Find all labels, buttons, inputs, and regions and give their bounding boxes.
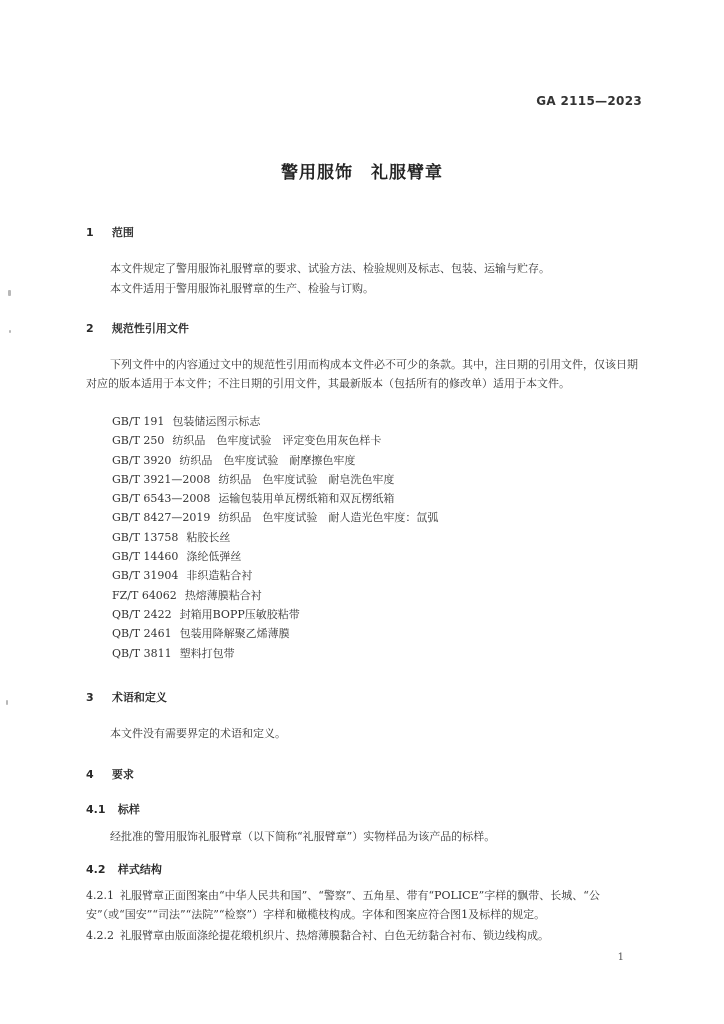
paragraph: 本文件没有需要界定的术语和定义。 xyxy=(110,727,286,740)
reference-code: GB/T 6543—2008 xyxy=(112,492,211,506)
reference-item xyxy=(112,566,438,585)
reference-item xyxy=(112,431,438,450)
reference-item xyxy=(112,605,438,624)
reference-title: 纺织品 色牢度试验 评定变色用灰色样卡 xyxy=(172,434,382,448)
reference-title: 涤纶低弹丝 xyxy=(186,550,242,564)
reference-title: 纺织品 色牢度试验 耐摩擦色牢度 xyxy=(179,453,356,467)
paragraph: 经批准的警用服饰礼服臂章（以下简称“礼服臂章”）实物样品为该产品的标样。 xyxy=(110,830,496,843)
section-number: 3 xyxy=(86,691,94,704)
scan-speck xyxy=(9,330,11,333)
clause-4-2-2 xyxy=(86,926,638,945)
clause-number: 4.2.1 xyxy=(86,889,114,902)
reference-code: QB/T 2422 xyxy=(112,607,172,621)
paragraph: 本文件适用于警用服饰礼服臂章的生产、检验与订购。 xyxy=(110,282,374,295)
reference-code: GB/T 191 xyxy=(112,415,165,428)
section-number: 4 xyxy=(86,768,94,781)
section-number: 1 xyxy=(86,226,94,239)
paragraph: 下列文件中的内容通过文中的规范性引用而构成本文件必不可少的条款。其中，注日期的引用文件，仅该日期对应的版本适用于本文件；不注日期的引用文件，其最新版本（包括所有的修改单）适用于本文件。 xyxy=(86,358,638,390)
reference-title: 纺织品 色牢度试验 耐人造光色牢度：氙弧 xyxy=(218,511,439,525)
subsection-4-1-heading xyxy=(86,801,140,817)
section-3-heading xyxy=(86,689,167,705)
reference-item xyxy=(112,451,438,470)
reference-code: GB/T 13758 xyxy=(112,530,179,544)
section-title: 范围 xyxy=(111,226,134,239)
reference-item xyxy=(112,470,438,489)
reference-title: 封箱用BOPP压敏胶粘带 xyxy=(179,607,300,621)
reference-title: 包装用降解聚乙烯薄膜 xyxy=(179,627,290,641)
reference-code: GB/T 250 xyxy=(112,434,165,448)
subsection-number: 4.1 xyxy=(86,803,106,816)
reference-code: GB/T 31904 xyxy=(112,569,179,583)
section-title: 要求 xyxy=(111,768,134,781)
normative-reference-list xyxy=(112,412,438,663)
section-1-heading xyxy=(86,224,134,240)
reference-item xyxy=(112,586,438,605)
reference-code: FZ/T 64062 xyxy=(112,588,177,602)
reference-title: 运输包装用单瓦楞纸箱和双瓦楞纸箱 xyxy=(218,492,395,506)
reference-title: 包装储运图示标志 xyxy=(172,415,261,428)
reference-item xyxy=(112,528,438,547)
reference-item xyxy=(112,644,438,663)
reference-item xyxy=(112,547,438,566)
clause-text: 礼服臂章正面图案由“中华人民共和国”、“警察”、五角星、带有“POLICE”字样的飘带、长城、“公安”（或“国安”“司法”“法院”“检察”）字样和橄榄枝构成。字体和图案应符合图1及标样的规定。 xyxy=(86,889,600,921)
subsection-title: 标样 xyxy=(117,803,140,816)
reference-code: GB/T 14460 xyxy=(112,550,179,564)
reference-item xyxy=(112,412,438,431)
page-number: 1 xyxy=(617,952,624,963)
document-title: 警用服饰 礼服臂章 xyxy=(281,163,443,183)
reference-code: GB/T 3921—2008 xyxy=(112,472,211,486)
paragraph: 本文件规定了警用服饰礼服臂章的要求、试验方法、检验规则及标志、包装、运输与贮存。 xyxy=(110,262,550,275)
clause-text: 礼服臂章由版面涤纶提花缎机织片、热熔薄膜黏合衬、白色无纺黏合衬布、锁边线构成。 xyxy=(120,929,549,942)
reference-item xyxy=(112,489,438,508)
reference-code: QB/T 2461 xyxy=(112,627,172,641)
reference-code: GB/T 8427—2019 xyxy=(112,511,211,525)
subsection-4-2-heading xyxy=(86,861,162,877)
clause-number: 4.2.2 xyxy=(86,929,114,942)
section-title: 术语和定义 xyxy=(111,691,167,704)
section-title: 规范性引用文件 xyxy=(111,322,189,335)
reference-title: 纺织品 色牢度试验 耐皂洗色牢度 xyxy=(218,472,395,486)
scan-speck xyxy=(8,290,11,296)
standard-code: GA 2115—2023 xyxy=(536,94,642,108)
reference-code: GB/T 3920 xyxy=(112,453,172,467)
reference-code: QB/T 3811 xyxy=(112,646,172,660)
section-2-heading xyxy=(86,320,189,336)
section-number: 2 xyxy=(86,322,94,335)
reference-title: 非织造粘合衬 xyxy=(186,569,253,583)
clause-4-2-1 xyxy=(86,886,638,924)
reference-item xyxy=(112,508,438,527)
reference-title: 粘胶长丝 xyxy=(186,530,231,544)
section-4-heading xyxy=(86,766,134,782)
subsection-title: 样式结构 xyxy=(117,863,162,876)
reference-title: 塑料打包带 xyxy=(179,646,235,660)
scan-speck xyxy=(6,700,8,705)
subsection-number: 4.2 xyxy=(86,863,106,876)
reference-title: 热熔薄膜粘合衬 xyxy=(184,588,262,602)
reference-item xyxy=(112,624,438,643)
